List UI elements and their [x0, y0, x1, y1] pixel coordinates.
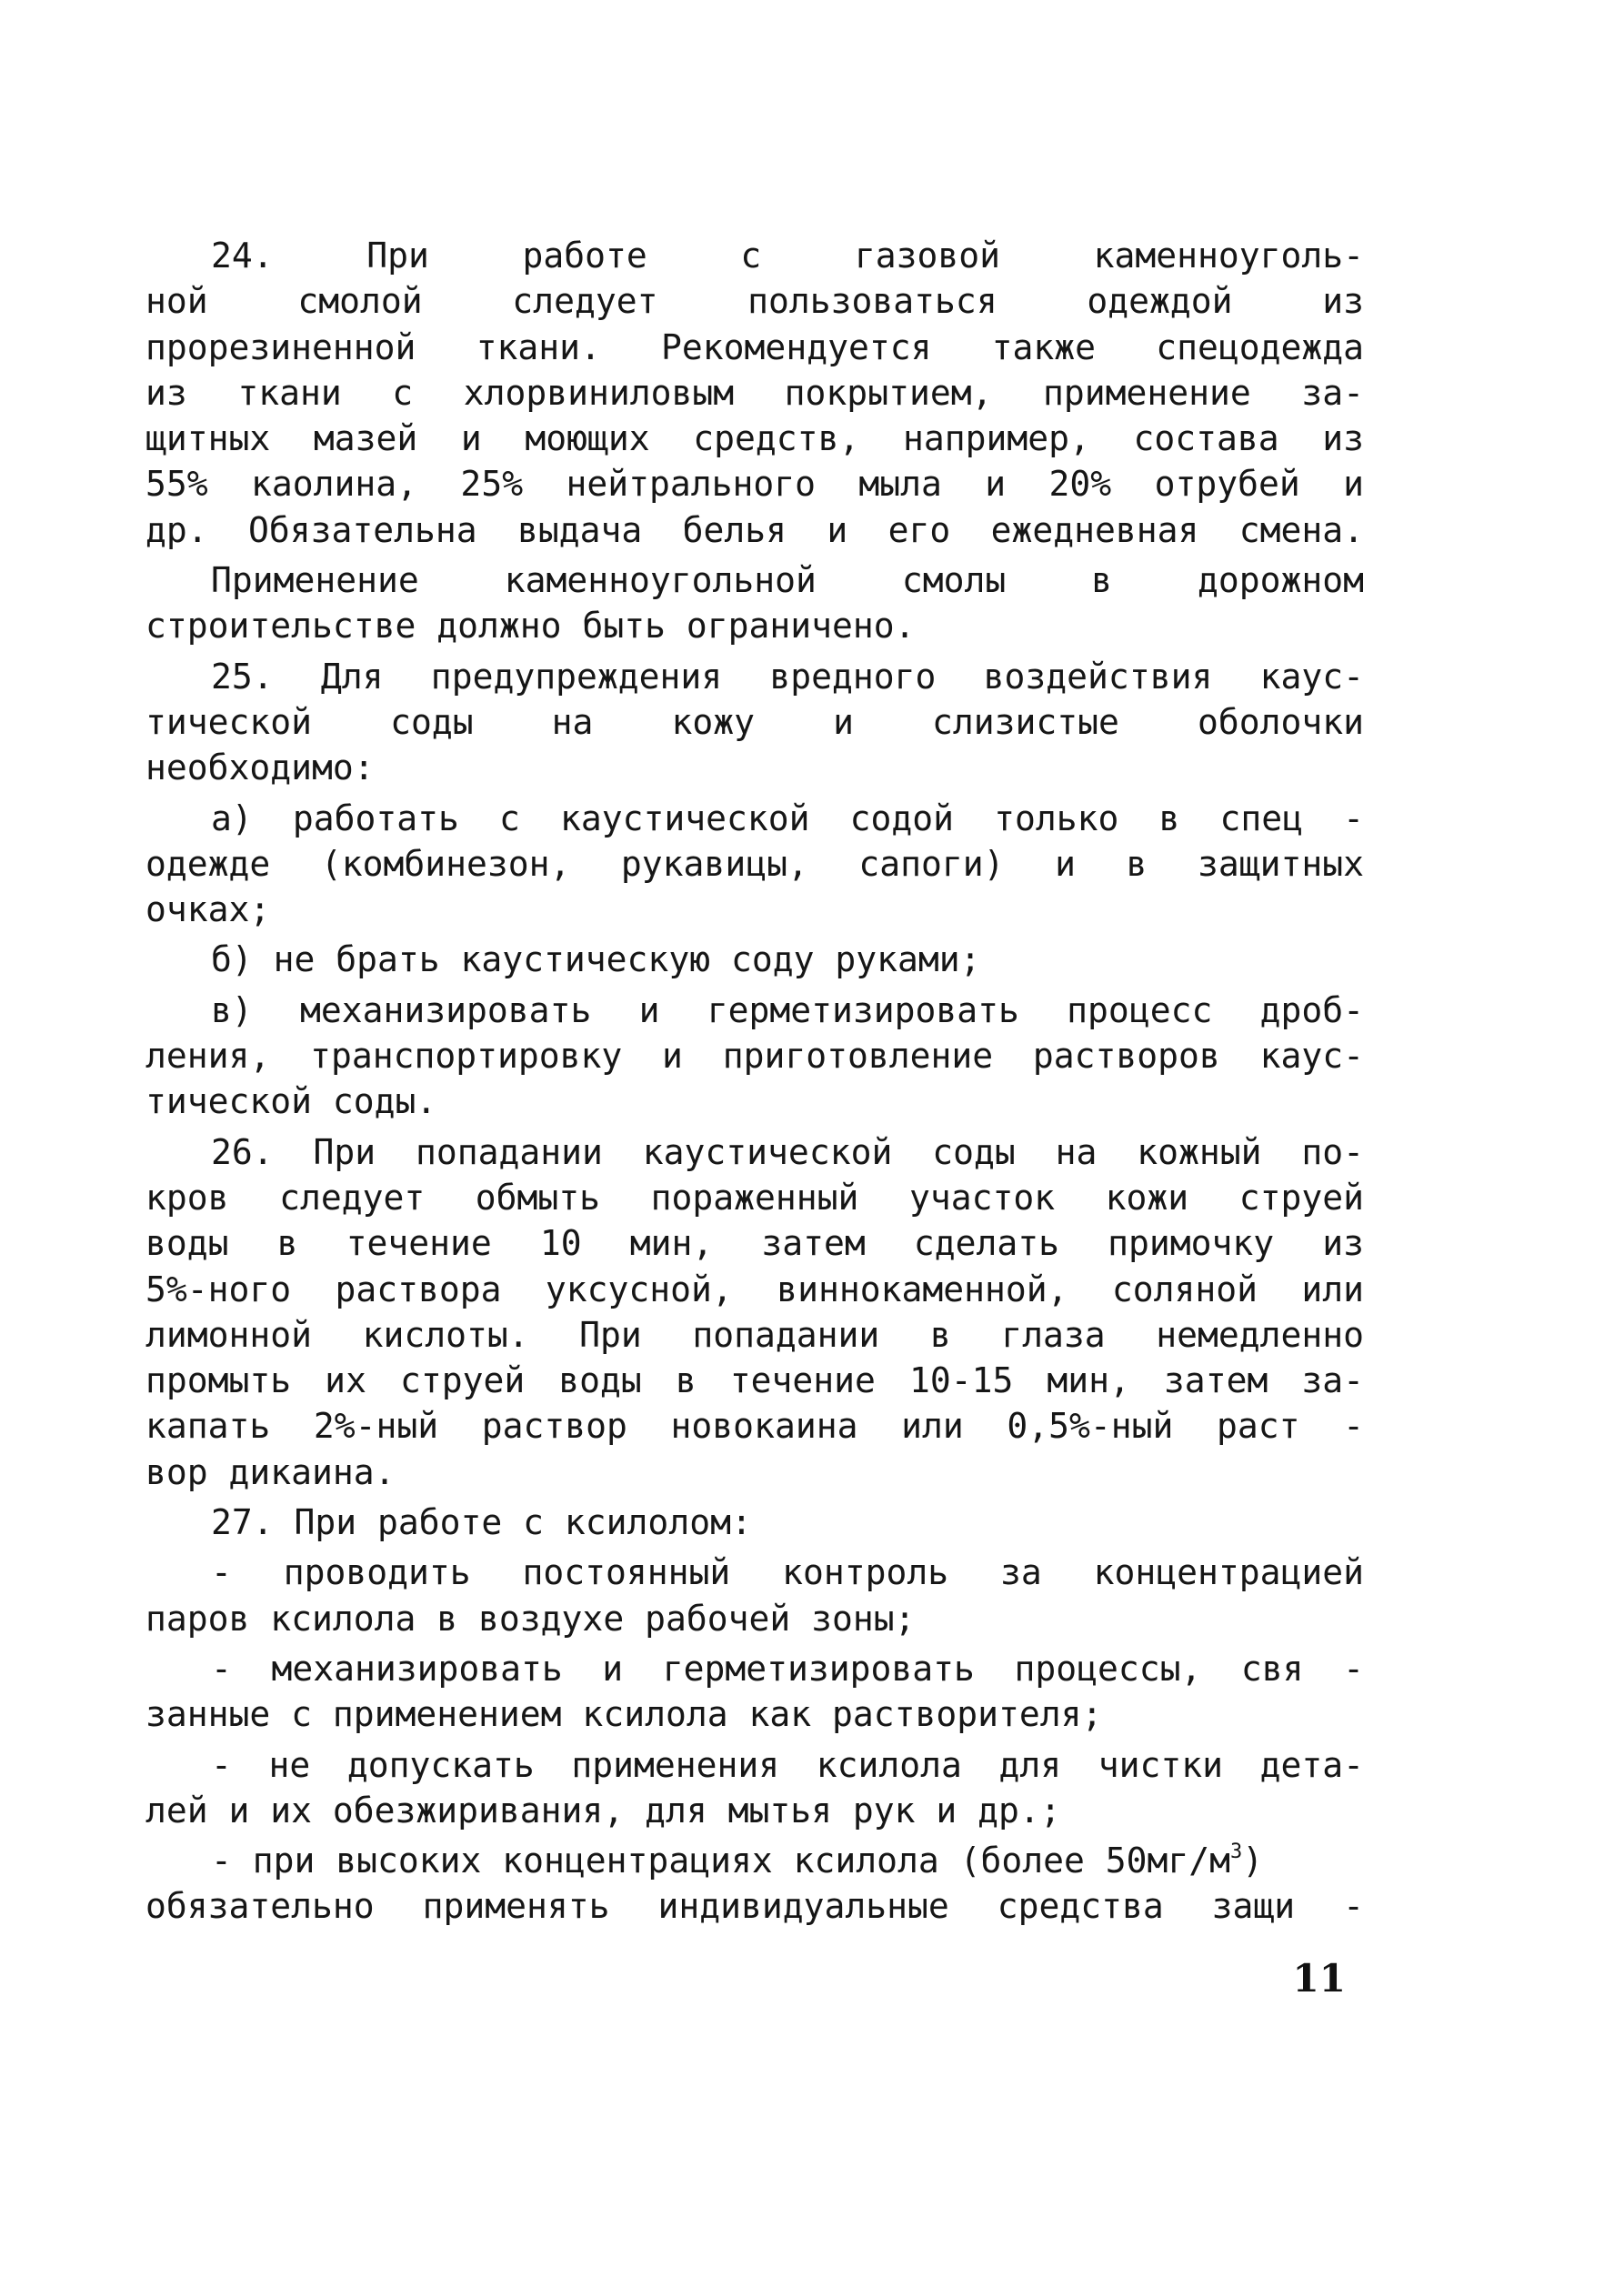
item-a-line-3: очках;	[145, 889, 271, 930]
paragraph-27-line-1: 27. При работе с ксилолом:	[211, 1502, 752, 1543]
paragraph-24-line-4: из ткани с хлорвиниловым покрытием, применение за-	[145, 372, 1364, 413]
item-v-line-3: тической соды.	[145, 1081, 437, 1122]
paragraph-24-line-2: ной смолой следует пользоваться одеждой из	[145, 281, 1364, 322]
paragraph-26-line-1: 26. При попадании каустической соды на кожный по-	[211, 1131, 1364, 1172]
xylene-item-4-line-2: обязательно применять индивидуальные средства защи -	[145, 1886, 1364, 1927]
xylene-item-4-text: - при высоких концентрациях ксилола (более 50мг/м	[211, 1841, 1231, 1881]
item-a-line-1: а) работать с каустической содой только в спец -	[211, 797, 1364, 838]
paragraph-26-line-8: вор дикаина.	[145, 1451, 396, 1492]
paragraph-25-line-3: необходимо:	[145, 747, 375, 788]
paragraph-26-line-6: промыть их струей воды в течение 10-15 мин, затем за-	[145, 1360, 1364, 1401]
paragraph-24-line-7: др. Обязательна выдача белья и его ежедневная смена.	[145, 509, 1364, 550]
paragraph-25-line-2: тической соды на кожу и слизистые оболочки	[145, 701, 1364, 742]
xylene-item-1-line-1: - проводить постоянный контроль за концентрацией	[211, 1552, 1364, 1593]
paragraph-tar-line-1: Применение каменноугольной смолы в дорожном	[211, 560, 1364, 601]
item-a-line-2: одежде (комбинезон, рукавицы, сапоги) и в защитных	[145, 843, 1364, 884]
paragraph-26-line-4: 5%-ного раствора уксусной, виннокаменной, соляной или	[145, 1269, 1364, 1309]
paragraph-26-line-2: кров следует обмыть пораженный участок кожи струей	[145, 1177, 1364, 1218]
xylene-item-3-line-2: лей и их обезжиривания, для мытья рук и др.;	[145, 1790, 1061, 1831]
paragraph-25-line-1: 25. Для предупреждения вредного воздействия каус-	[211, 656, 1364, 697]
xylene-item-3-line-1: - не допускать применения ксилола для чистки дета-	[211, 1744, 1364, 1785]
paragraph-tar-line-2: строительстве должно быть ограничено.	[145, 606, 916, 647]
item-v-line-1: в) механизировать и герметизировать процесс дроб-	[211, 989, 1364, 1030]
paragraph-26-line-5: лимонной кислоты. При попадании в глаза немедленно	[145, 1314, 1364, 1355]
xylene-item-2-line-2: занные с применением ксилола как растворителя;	[145, 1694, 1103, 1735]
paragraph-26-line-3: воды в течение 10 мин, затем сделать примочку из	[145, 1223, 1364, 1264]
page-number: 11	[1292, 1956, 1346, 2001]
paragraph-24-line-6: 55% каолина, 25% нейтрального мыла и 20% отрубей и	[145, 464, 1364, 505]
cubic-superscript: 3	[1230, 1841, 1243, 1864]
paragraph-24-line-3: прорезиненной ткани. Рекомендуется также спецодежда	[145, 326, 1364, 367]
paragraph-24-line-1: 24. При работе с газовой каменноуголь-	[211, 236, 1364, 276]
item-v-line-2: ления, транспортировку и приготовление растворов каус-	[145, 1036, 1364, 1077]
xylene-item-1-line-2: паров ксилола в воздухе рабочей зоны;	[145, 1598, 916, 1639]
item-b-line-1: б) не брать каустическую соду руками;	[211, 939, 981, 980]
paragraph-24-line-5: щитных мазей и моющих средств, например, состава из	[145, 418, 1364, 459]
closing-parenthesis: )	[1242, 1841, 1264, 1881]
xylene-item-2-line-1: - механизировать и герметизировать процессы, свя -	[211, 1648, 1364, 1689]
body-text	[145, 233, 1364, 1930]
xylene-item-4-line-1	[145, 1838, 1364, 1883]
paragraph-26-line-7: капать 2%-ный раствор новокаина или 0,5%-ный раст -	[145, 1406, 1364, 1447]
